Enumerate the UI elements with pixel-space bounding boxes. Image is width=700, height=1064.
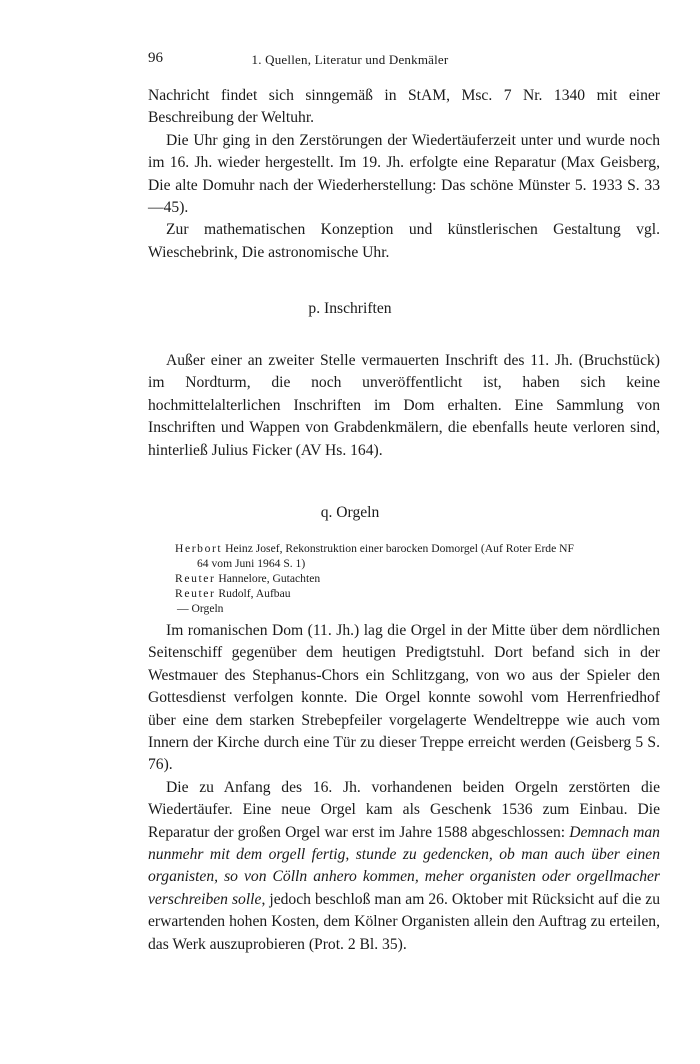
bib-author: Herbort (175, 542, 223, 555)
section-heading-inschriften: p. Inschriften (308, 300, 392, 317)
paragraph-text: Die zu Anfang des 16. Jh. vorhandenen beiden Orgeln zerstörten die Wiedertäufer. Eine neue Orgel kam als Geschenk 1536 zum Einbau. Die Reparatur der großen Orgel war erst im Jahre 1588 abgeschlossen: (148, 778, 660, 841)
page-number: 96 (148, 50, 163, 66)
bibliography-entry (175, 601, 670, 616)
bib-author: Reuter (175, 587, 216, 600)
running-title: 1. Quellen, Literatur und Denkmäler (251, 52, 449, 67)
bibliography-entry (175, 586, 670, 601)
bibliography-entry (175, 541, 670, 556)
paragraph: Nachricht findet sich sinngemäß in StAM, Msc. 7 Nr. 1340 mit einer Beschreibung der Weltuhr. (148, 87, 660, 127)
section-heading-orgeln: q. Orgeln (320, 504, 380, 521)
intro-block (148, 85, 660, 264)
paragraph: Zur mathematischen Konzeption und künstlerischen Gestaltung vgl. Wieschebrink, Die astronomische Uhr. (148, 221, 660, 261)
bib-author: Reuter (175, 572, 216, 585)
bibliography-entry-continuation: 64 vom Juni 1964 S. 1) (197, 557, 306, 570)
bibliography-entry (175, 571, 670, 586)
bib-text: Rudolf, Aufbau (215, 587, 291, 600)
paragraph-text: , jedoch beschloß man am 26. Oktober mit Rücksicht auf die zu erwartenden hohen Kosten, dem Kölner Organisten allein den Auftrag zu erteilen, das Werk auszuprobieren (Prot. 2 Bl. 35). (148, 890, 660, 953)
bibliography-list (175, 541, 670, 616)
bib-text: Hannelore, Gutachten (215, 572, 321, 585)
archival-quotation: Demnach man nunmehr mit dem orgell fertig, stunde zu gedencken, ob man auch über einen organisten, so von Cölln anhero kommen, meher organisten oder orgellmacher verschreiben solle (148, 823, 660, 908)
paragraph: Die Uhr ging in den Zerstörungen der Wiedertäuferzeit unter und wurde noch im 16. Jh. wieder hergestellt. Im 19. Jh. erfolgte eine Reparatur (Max Geisberg, Die alte Domuhr nach der Wiederherstellung: Das schöne Münster 5. 1933 S. 33—45). (148, 131, 660, 217)
paragraph (148, 777, 660, 956)
section-inschriften-body (148, 350, 660, 462)
section-orgeln-body (148, 620, 660, 956)
paragraph: Außer einer an zweiter Stelle vermauerten Inschrift des 11. Jh. (Bruchstück) im Nordturm, die noch unveröffentlicht ist, haben sich keine hochmittelalterlichen Inschriften im Dom erhalten. Eine Sammlung von Inschriften und Wappen von Grabdenkmälern, die ebenfalls heute verloren sind, hinterließ Julius Ficker (AV Hs. 164). (148, 352, 660, 459)
paragraph: Im romanischen Dom (11. Jh.) lag die Orgel in der Mitte über dem nördlichen Seitenschiff gegenüber dem heutigen Predigtstuhl. Dort befand sich in der Westmauer des Stephanus-Chors ein Schlitzgang, von wo aus der Spieler den Gottesdienst verfolgen konnte. Die Orgel konnte sowohl vom Herrenfriedhof über eine dem starken Strebepfeiler vorgelagerte Wendeltreppe wie auch vom Innern der Kirche durch eine Tür zu dieser Treppe erreicht werden (Geisberg 5 S. 76). (148, 622, 660, 774)
bib-text: Orgeln (188, 602, 224, 615)
bib-author: — (177, 602, 189, 615)
bib-text: Heinz Josef, Rekonstruktion einer barocken Domorgel (Auf Roter Erde NF (222, 542, 574, 555)
